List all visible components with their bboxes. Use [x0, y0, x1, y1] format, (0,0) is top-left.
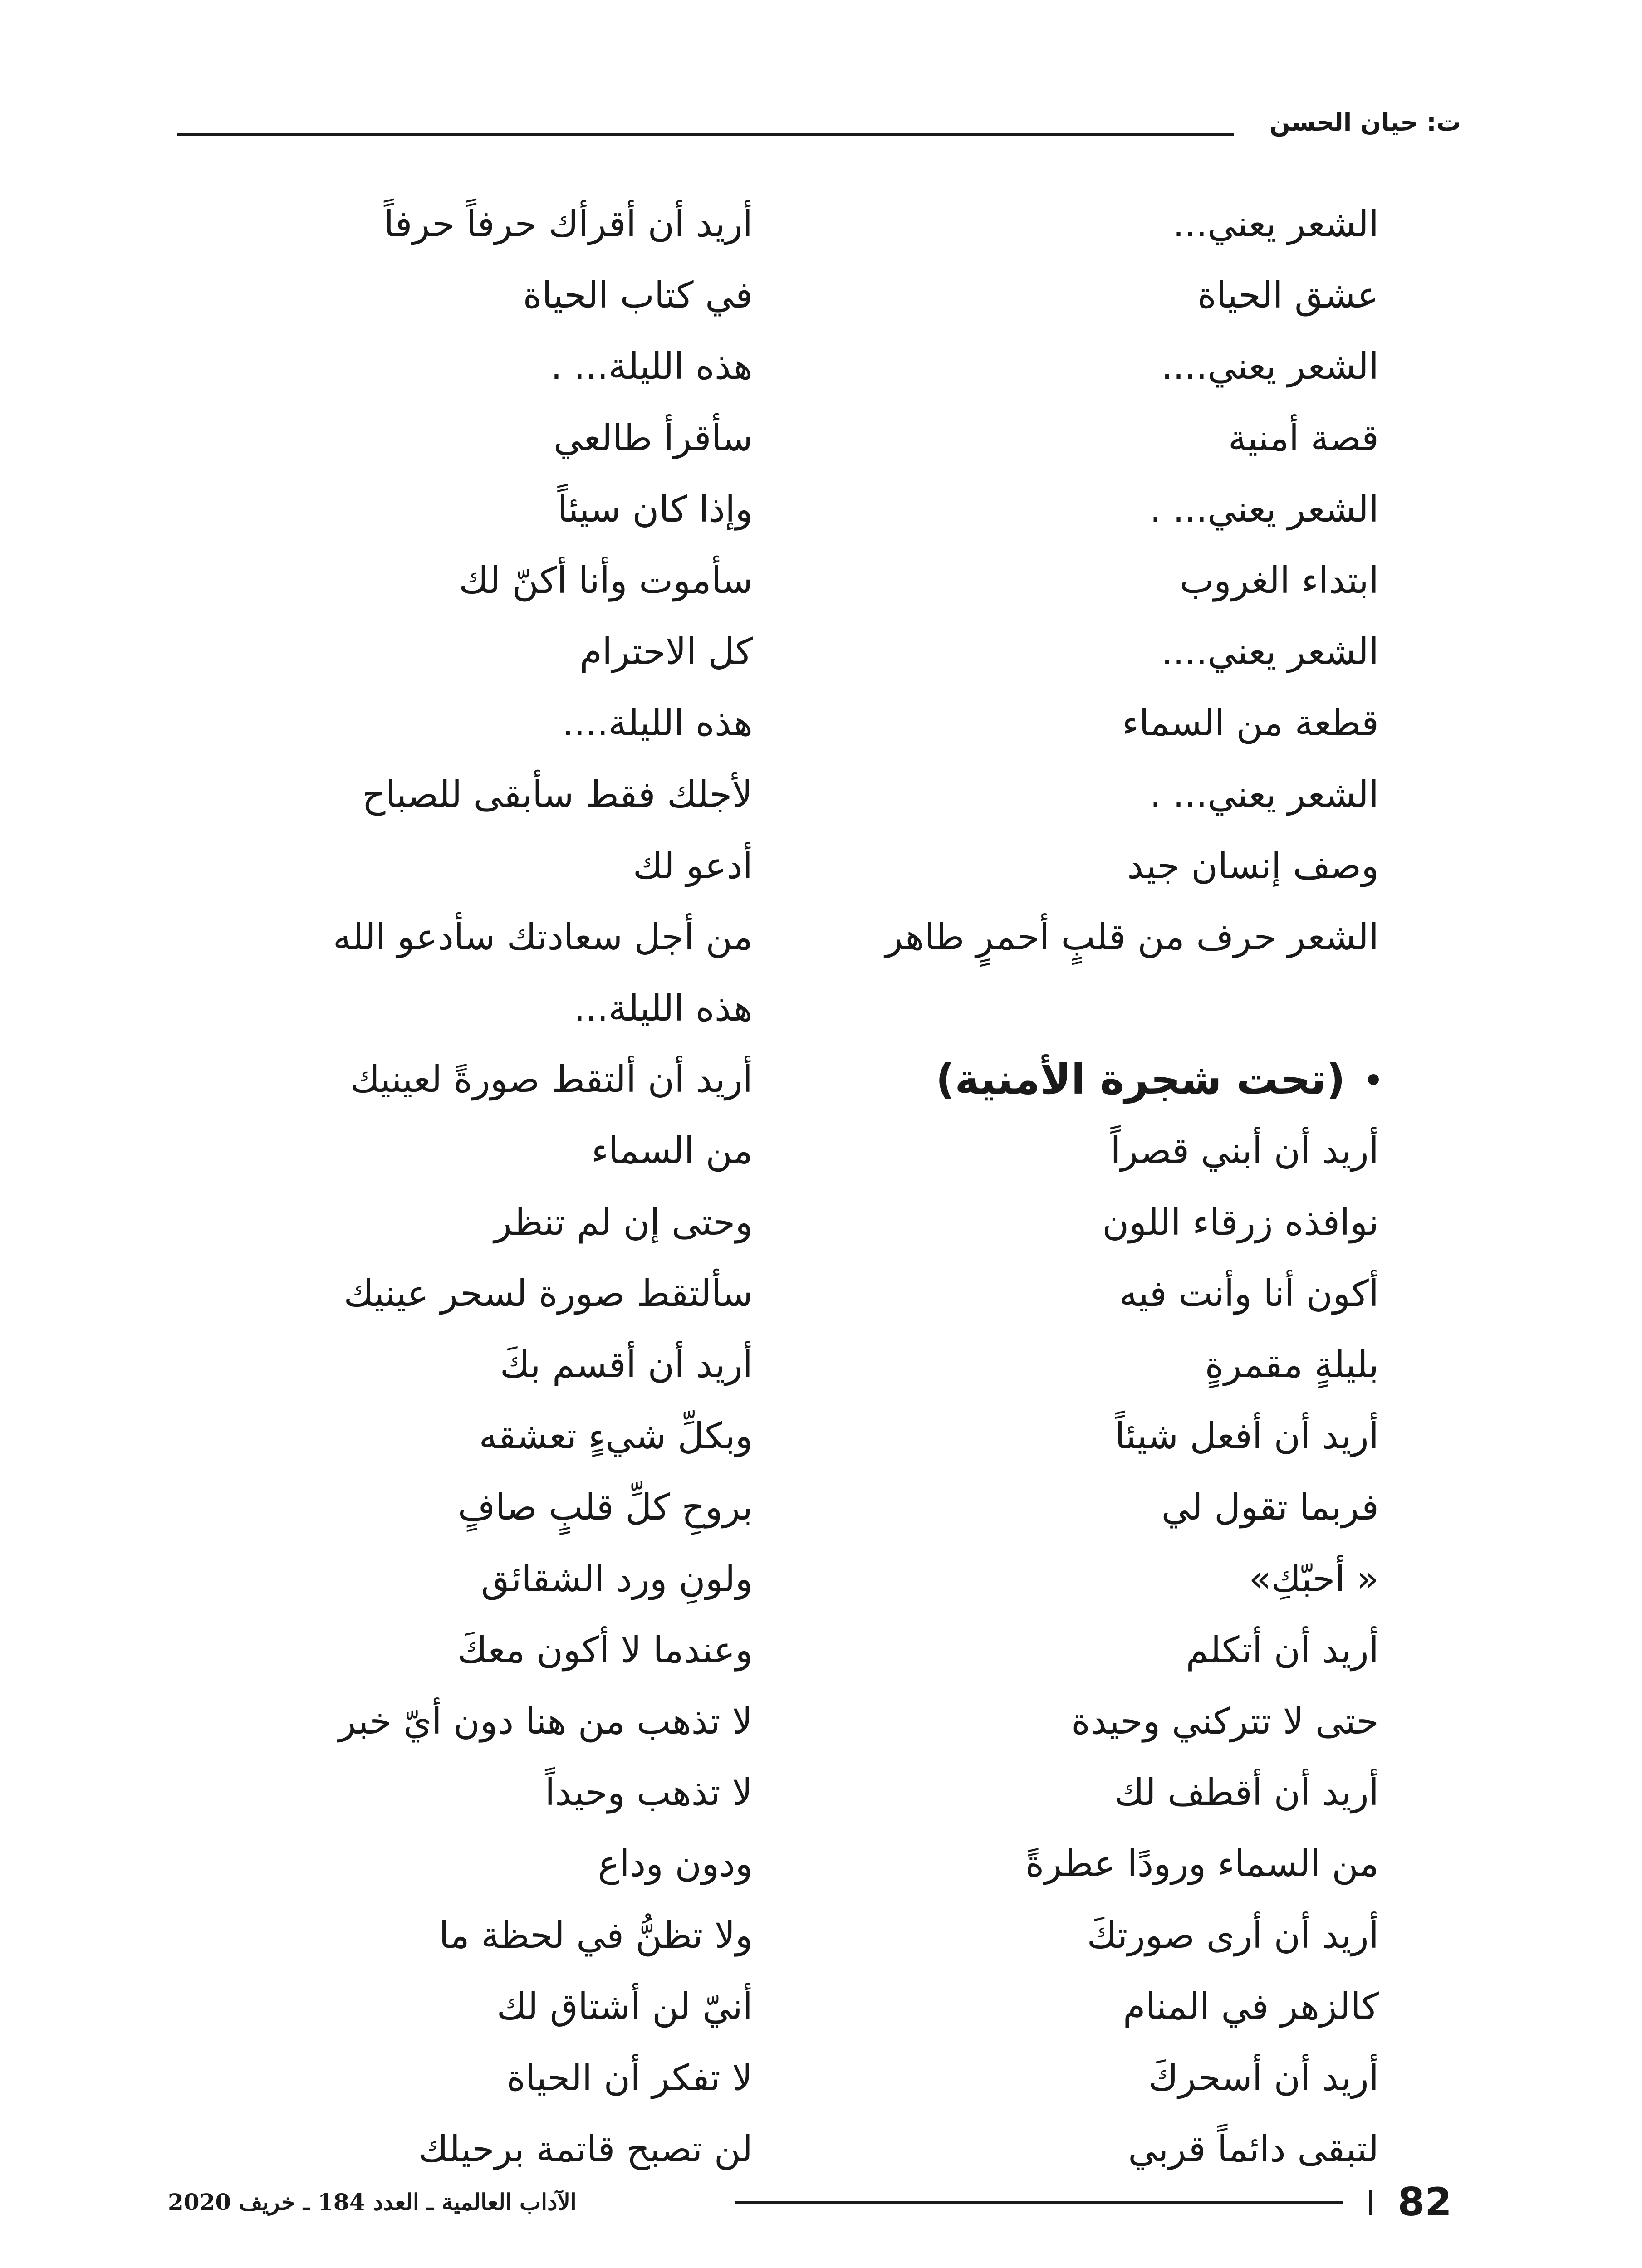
poem-left-column	[149, 188, 753, 2185]
poem-line: وبكلِّ شيءٍ تعشقه	[479, 1415, 753, 1457]
poem-line: لا تذهب وحيداً	[545, 1771, 753, 1814]
header-rule	[177, 133, 1234, 136]
footer-rule	[735, 2201, 1343, 2204]
poem-line: من السماء	[591, 1129, 753, 1172]
bullet-icon	[1368, 1074, 1379, 1085]
poem-line: نوافذه زرقاء اللون	[1102, 1201, 1379, 1243]
poem-line: وعندما لا أكون معكَ	[457, 1628, 753, 1671]
poem-line: الشعر يعني... .	[1150, 773, 1379, 816]
poem-line: لأجلك فقط سأبقى للصباح	[362, 773, 753, 816]
section-title: (تحت شجرة الأمنية)	[936, 1055, 1345, 1104]
poem-line: من أجل سعادتك سأدعو الله	[333, 915, 753, 958]
section-heading	[789, 1044, 1379, 1115]
poem-line: أريد أن أقسم بكَ	[500, 1344, 753, 1386]
poem-line: وحتى إن لم تنظر	[494, 1201, 753, 1243]
poem-line: ولونِ ورد الشقائق	[481, 1557, 753, 1600]
poem-line: هذه الليلة....	[562, 702, 753, 744]
poem-line: أدعو لك	[632, 844, 753, 887]
poem-line: لن تصبح قاتمة برحيلك	[418, 2128, 753, 2170]
poem-line: أكون أنا وأنت فيه	[1119, 1272, 1379, 1315]
poem-line: قطعة من السماء	[1122, 702, 1379, 744]
poem-line: لا تذهب من هنا دون أيّ خبر	[338, 1700, 753, 1742]
poem-line: أريد أن أتكلم	[1186, 1628, 1379, 1671]
poem-line: وإذا كان سيئاً	[557, 488, 753, 530]
poem-line: أريد أن أقرأك حرفاً حرفاً	[383, 203, 753, 245]
poem-line: أريد أن ألتقط صورةً لعينيك	[350, 1058, 753, 1101]
poem-line: لا تفكر أن الحياة	[506, 2056, 753, 2099]
page-footer	[168, 2177, 1452, 2227]
poem-line: كل الاحترام	[579, 631, 753, 673]
poem-line: ودون وداع	[598, 1843, 753, 1885]
poem-line: كالزهر في المنام	[1123, 1985, 1379, 2028]
poem-line: أريد أن أبني قصراً	[1110, 1129, 1379, 1172]
poem-line: سأقرأ طالعي	[553, 416, 753, 459]
page-number: 82	[1397, 2180, 1452, 2225]
poem-line: وصف إنسان جيد	[1127, 844, 1379, 887]
poem-line: من السماء ورودًا عطرةً	[1025, 1843, 1379, 1885]
poem-line: ابتداء الغروب	[1179, 559, 1379, 601]
poem-line: ولا تظنُّ في لحظة ما	[439, 1914, 753, 1956]
poem-line: الشعر حرف من قلبٍ أحمرٍ طاهر	[885, 915, 1379, 958]
poem-line: في كتاب الحياة	[523, 274, 753, 317]
poem-line: الشعر يعني....	[1161, 631, 1379, 673]
poem-line: الشعر يعني....	[1161, 345, 1379, 388]
poem-line: هذه الليلة...	[573, 987, 753, 1030]
poem-line: عشق الحياة	[1197, 274, 1379, 317]
footer-separator	[1369, 2190, 1372, 2215]
poem-line: هذه الليلة... .	[550, 345, 753, 388]
poem-line: أريد أن أرى صورتكَ	[1087, 1914, 1379, 1956]
poem-line: حتى لا تتركني وحيدة	[1071, 1700, 1379, 1742]
stanza-spacer	[789, 973, 1379, 1044]
translator-credit: ت: حيان الحسن	[1269, 108, 1461, 137]
poem-right-column	[789, 188, 1379, 2185]
poem-line: أنيّ لن أشتاق لك	[496, 1985, 753, 2028]
poem-line: فربما تقول لي	[1161, 1486, 1379, 1529]
page-header	[177, 102, 1461, 143]
poem-line: الشعر يعني... .	[1150, 488, 1379, 530]
poem-line: « أحبّكِ»	[1249, 1557, 1379, 1600]
poem-line: بليلةٍ مقمرةٍ	[1205, 1344, 1379, 1386]
poem-line: لتبقى دائماً قربي	[1128, 2128, 1379, 2170]
poem-line: الشعر يعني...	[1172, 203, 1379, 245]
poem-line: أريد أن أسحركَ	[1148, 2056, 1379, 2099]
poem-line: أريد أن أفعل شيئاً	[1115, 1415, 1379, 1457]
poem-line: قصة أمنية	[1228, 416, 1379, 459]
poem-line: سألتقط صورة لسحر عينيك	[343, 1272, 753, 1315]
journal-issue: الآداب العالمية ـ العدد 184 ـ خريف 2020	[168, 2189, 577, 2215]
poem-line: سأموت وأنا أكنّ لك	[459, 559, 753, 601]
poem-line: بروحِ كلِّ قلبٍ صافٍ	[457, 1486, 753, 1529]
poem-line: أريد أن أقطف لك	[1114, 1771, 1379, 1814]
